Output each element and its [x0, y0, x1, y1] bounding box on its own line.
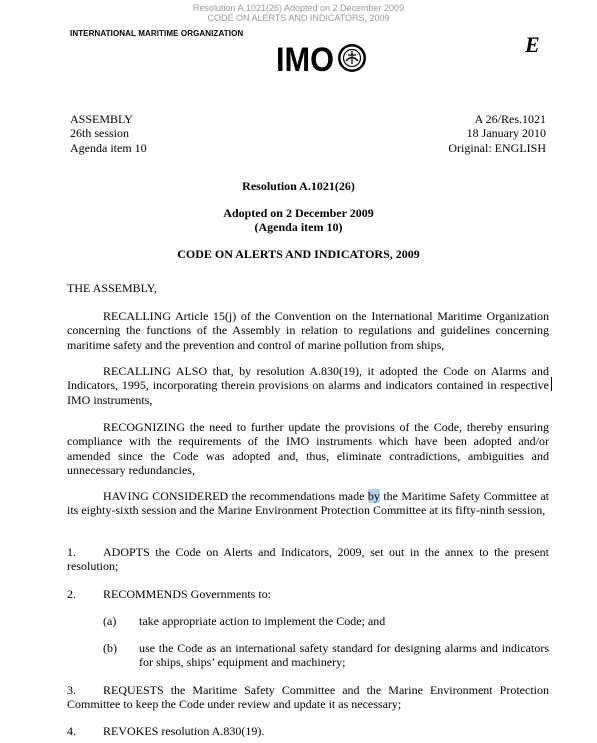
imo-logo-graphic: [276, 42, 368, 74]
paragraph-recalling: [67, 309, 549, 352]
item-2-text: RECOMMENDS Governments to:: [103, 587, 271, 601]
meta-assembly: ASSEMBLY: [70, 112, 133, 126]
running-header-line-1: Resolution A.1021(26) Adopted on 2 December 2009: [192, 3, 405, 13]
resolution-title: Resolution A.1021(26): [242, 179, 355, 193]
item-3-number: 3.: [67, 683, 76, 697]
meta-right: [448, 112, 546, 155]
adopted-date: Adopted on 2 December 2009: [223, 206, 374, 220]
meta-original-language: Original: ENGLISH: [448, 140, 546, 155]
running-header-line-2: CODE ON ALERTS AND INDICATORS, 2009: [207, 13, 390, 23]
item-1-number: 1.: [67, 545, 76, 559]
item-3: [67, 683, 549, 712]
meta-document-symbol: A 26/Res.1021: [474, 112, 546, 126]
having-considered-text-end: the Maritime Safety Committee at its eighty-sixth session and the Marine Environment Protection Committee at its fifty-ninth session,: [67, 489, 549, 518]
item-4-text: REVOKES resolution A.830(19).: [103, 724, 265, 738]
having-considered-text-start: HAVING CONSIDERED the recommendations made: [103, 489, 368, 503]
paragraph-recalling-text: RECALLING Article 15(j) of the Convention on the International Maritime Organization concerning the functions of the Assembly in relation to regulations and guidelines concerning maritime safety and the prevention and control of marine pollution from ships,: [67, 309, 549, 352]
paragraph-recognizing: [67, 420, 549, 477]
paragraph-recalling-also: [67, 364, 549, 407]
paragraph-having-considered: [67, 489, 549, 518]
item-1: [67, 545, 549, 574]
selected-text[interactable]: by: [367, 489, 380, 503]
text-cursor: [551, 377, 552, 391]
organization-name: INTERNATIONAL MARITIME ORGANIZATION: [70, 29, 244, 38]
language-code: E: [525, 32, 540, 57]
item-1-text: ADOPTS the Code on Alerts and Indicators, 2009, set out in the annex to the present resolution;: [67, 545, 549, 574]
meta-session: 26th session: [70, 126, 130, 141]
item-3-text: REQUESTS the Maritime Safety Committee and the Marine Environment Protection Committee to keep the Code under review and update it as necessary;: [67, 683, 549, 712]
item-4-number: 4.: [67, 724, 76, 738]
sub-item-b-label: (b): [103, 641, 117, 655]
agenda-reference: (Agenda item 10): [254, 220, 343, 234]
code-title: CODE ON ALERTS AND INDICATORS, 2009: [177, 247, 420, 261]
paragraph-recognizing-text: RECOGNIZING the need to further update the provisions of the Code, thereby ensuring compliance with the requirements of the IMO instruments which have been adopted and/or amended since the Code was adopted and, thus, eliminate contradictions, ambiguities and unnecessary redundancies,: [67, 420, 549, 477]
paragraph-recalling-also-text: RECALLING ALSO that, by resolution A.830(19), it adopted the Code on Alarms and Indicators, 1995, incorporating therein provisions on alarms and indicators contained in respective IMO instruments,: [67, 364, 549, 407]
meta-date: 18 January 2010: [466, 126, 546, 141]
sub-item-b-text: use the Code as an international safety standard for designing alarms and indicators for ships, ships’ equipment and machinery;: [139, 641, 549, 670]
sub-item-a-text: take appropriate action to implement the Code; and: [139, 614, 386, 628]
sub-item-a-label: (a): [103, 614, 117, 628]
meta-agenda-item: Agenda item 10: [70, 140, 147, 155]
imo-logo-text: IMO: [276, 42, 334, 74]
meta-left: [70, 112, 147, 155]
imo-logo: [276, 42, 368, 74]
item-2-number: 2.: [67, 587, 76, 601]
opening-line: THE ASSEMBLY,: [67, 281, 157, 295]
